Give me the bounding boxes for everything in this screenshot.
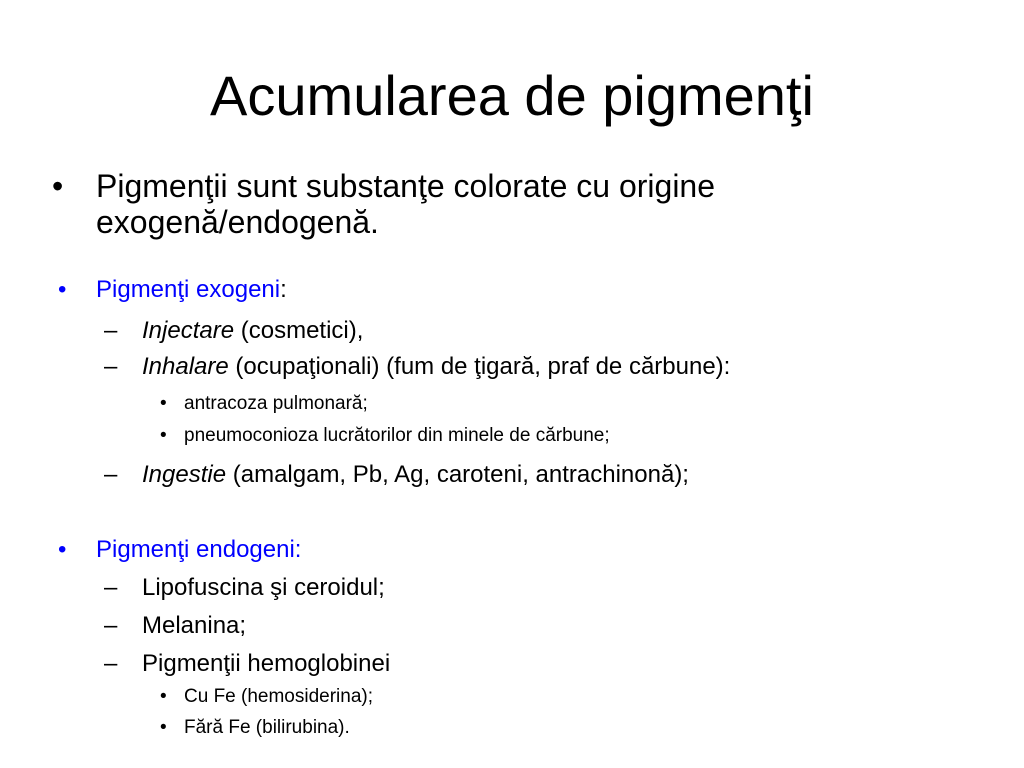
dash-marker: – bbox=[104, 650, 118, 677]
bullet-marker: • bbox=[58, 276, 67, 303]
subbullet-text: Pigmenţii hemoglobinei bbox=[142, 650, 391, 677]
dash-marker: – bbox=[104, 353, 118, 380]
subsubbullet-text: Cu Fe (hemosiderina); bbox=[184, 686, 374, 707]
term-ingestie: Ingestie bbox=[142, 461, 227, 488]
bullet-heading bbox=[96, 276, 287, 304]
slide-title: Acumularea de pigmenţi bbox=[210, 64, 814, 127]
term-inhalare: Inhalare bbox=[142, 353, 229, 380]
bullet-text-line2: exogenă/endogenă. bbox=[96, 204, 379, 240]
dash-marker: – bbox=[104, 612, 118, 639]
dash-marker: – bbox=[104, 461, 118, 488]
subbullet-text bbox=[142, 353, 730, 381]
bullet-marker: • bbox=[160, 425, 167, 446]
dash-marker: – bbox=[104, 317, 118, 344]
detail-inhalare: (ocupaţionali) (fum de ţigară, praf de cărbune): bbox=[228, 353, 731, 380]
subsubbullet-text: antracoza pulmonară; bbox=[184, 393, 368, 414]
subbullet-text bbox=[142, 317, 363, 345]
subsubbullet-text: pneumoconioza lucrătorilor din minele de cărbune; bbox=[184, 425, 610, 446]
detail-ingestie: (amalgam, Pb, Ag, caroteni, antrachinonă); bbox=[226, 461, 689, 488]
heading-exogenous: Pigmenţi exogeni bbox=[96, 276, 281, 303]
bullet-marker: • bbox=[160, 393, 167, 414]
bullet-marker: • bbox=[52, 168, 64, 204]
subbullet-text bbox=[142, 461, 689, 489]
term-injectare: Injectare bbox=[142, 317, 235, 344]
subsubbullet-text: Fără Fe (bilirubina). bbox=[184, 717, 350, 738]
bullet-marker: • bbox=[160, 717, 167, 738]
subbullet-text: Melanina; bbox=[142, 612, 247, 639]
subbullet-text: Lipofuscina şi ceroidul; bbox=[142, 574, 385, 601]
dash-marker: – bbox=[104, 574, 118, 601]
heading-colon: : bbox=[280, 276, 287, 303]
heading-endogenous: Pigmenţi endogeni: bbox=[96, 536, 302, 563]
bullet-marker: • bbox=[160, 686, 167, 707]
detail-injectare: (cosmetici), bbox=[234, 317, 364, 344]
bullet-marker: • bbox=[58, 536, 67, 563]
bullet-text-line1: Pigmenţii sunt substanţe colorate cu origine bbox=[96, 168, 716, 204]
